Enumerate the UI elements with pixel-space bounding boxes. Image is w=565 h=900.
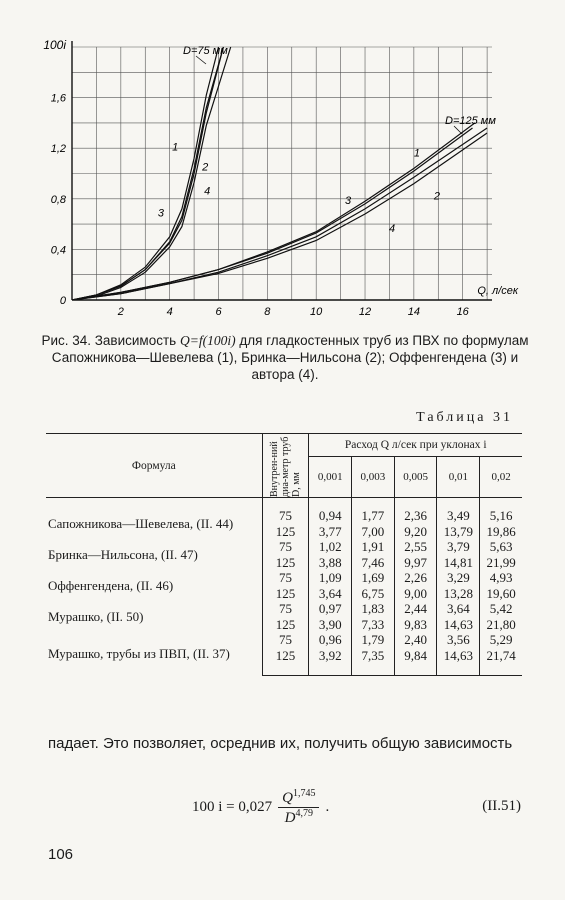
diameter-cell: 125 <box>262 617 309 633</box>
equation-numerator: Q$^{1,745}$ <box>278 788 319 808</box>
flow-cell: 2,36 <box>394 508 437 524</box>
flow-cell: 5,29 <box>480 632 522 648</box>
flow-cell: 1,83 <box>352 601 395 617</box>
flow-cell: 9,97 <box>394 555 437 571</box>
series-label: 1 <box>413 147 420 160</box>
flow-cell: 1,69 <box>352 570 395 586</box>
x-tick-label: 14 <box>407 306 420 318</box>
flow-cell: 3,49 <box>437 508 480 524</box>
header-slope: 0,001 <box>309 457 352 498</box>
equation-tail: . <box>325 799 330 815</box>
formula-name: Сапожникова—Шевелева, (II. 44) <box>48 515 234 531</box>
flow-cell: 13,79 <box>437 524 480 540</box>
series-label: 4 <box>204 185 211 198</box>
flow-cell: 6,75 <box>352 586 395 602</box>
x-tick-label: 12 <box>358 306 372 318</box>
formula-name: Оффенгендена, (II. 46) <box>48 577 174 593</box>
flow-cell: 3,64 <box>309 586 352 602</box>
series-label: 1 <box>172 141 179 154</box>
flow-cell: 9,20 <box>394 524 437 540</box>
table-title: Таблица 31 <box>416 410 513 425</box>
flow-cell: 14,63 <box>437 617 480 633</box>
flow-cell: 0,96 <box>309 632 352 648</box>
table-row <box>46 632 522 648</box>
formula-name: Мурашко, (II. 50) <box>48 608 144 624</box>
equation-denominator: D$^{4,79}$ <box>284 808 313 826</box>
flow-cell: 2,40 <box>394 632 437 648</box>
x-axis-label: Q, л/сек <box>477 285 519 297</box>
table-row <box>46 539 522 555</box>
flow-cell: 7,46 <box>352 555 395 571</box>
x-tick-label: 10 <box>310 306 323 318</box>
x-tick-label: 16 <box>456 306 469 318</box>
diameter-cell: 125 <box>262 555 309 571</box>
flow-cell: 9,84 <box>394 648 437 676</box>
group-label-leader <box>196 56 206 64</box>
flow-cell: 7,33 <box>352 617 395 633</box>
flow-cell: 0,94 <box>309 508 352 524</box>
x-tick-label: 8 <box>264 306 271 318</box>
series-line-3 <box>72 128 473 300</box>
flow-cell: 9,00 <box>394 586 437 602</box>
formula-name: Мурашко, трубы из ПВП, (II. 37) <box>48 646 230 661</box>
diameter-cell: 75 <box>262 632 309 648</box>
equation-number: (II.51) <box>482 798 521 814</box>
flow-cell: 7,35 <box>352 648 395 676</box>
x-tick-label: 6 <box>215 306 222 318</box>
caption-formula: Q=f(100i) <box>179 333 236 348</box>
figure-chart <box>0 0 565 330</box>
flow-cell: 3,64 <box>437 601 480 617</box>
formula-name: Бринка—Нильсона, (II. 47) <box>48 546 198 562</box>
flow-cell: 1,79 <box>352 632 395 648</box>
series-label: 2 <box>202 161 209 174</box>
flow-cell: 14,63 <box>437 648 480 676</box>
table-row <box>46 601 522 617</box>
diameter-cell: 125 <box>262 586 309 602</box>
y-tick-label: 1,2 <box>50 143 66 156</box>
flow-cell: 3,92 <box>309 648 352 676</box>
group-label-125: D=125 мм <box>445 115 496 127</box>
flow-cell: 19,60 <box>480 586 522 602</box>
flow-cell: 7,00 <box>352 524 395 540</box>
header-diameter <box>262 434 309 498</box>
table-row <box>46 508 522 524</box>
y-tick-label: 0 <box>59 295 66 307</box>
flow-cell: 19,86 <box>480 524 522 540</box>
x-tick-label: 4 <box>166 306 173 318</box>
caption-prefix: Рис. 34. Зависимость <box>41 333 177 348</box>
flow-cell: 3,56 <box>437 632 480 648</box>
flow-cell: 3,88 <box>309 555 352 571</box>
flow-cell: 4,93 <box>480 570 522 586</box>
flow-cell: 2,44 <box>394 601 437 617</box>
table-row <box>46 570 522 586</box>
header-formula: Формула <box>46 434 262 498</box>
flow-cell: 13,28 <box>437 586 480 602</box>
flow-cell: 1,91 <box>352 539 395 555</box>
y-axis-label: 100i <box>43 38 66 52</box>
header-slope: 0,02 <box>480 457 522 498</box>
data-table <box>46 433 522 676</box>
equation-lhs: 100 i = 0,027 <box>192 799 273 815</box>
flow-cell: 1,77 <box>352 508 395 524</box>
page-number: 106 <box>48 846 74 863</box>
group-label-75: D=75 мм <box>183 45 228 57</box>
flow-cell: 2,26 <box>394 570 437 586</box>
diameter-cell: 125 <box>262 524 309 540</box>
equation <box>192 788 329 827</box>
diameter-cell: 75 <box>262 601 309 617</box>
header-slope: 0,01 <box>437 457 480 498</box>
header-diameter-text: Внутрен-ний диа-метр труб D, мм <box>269 436 302 497</box>
flow-cell: 0,97 <box>309 601 352 617</box>
figure-caption <box>30 332 540 383</box>
flow-cell: 14,81 <box>437 555 480 571</box>
flow-cell: 5,16 <box>480 508 522 524</box>
series-label: 3 <box>345 194 352 207</box>
equation-fraction <box>278 788 319 827</box>
header-slope: 0,003 <box>352 457 395 498</box>
flow-cell: 21,74 <box>480 648 522 676</box>
flow-cell: 21,80 <box>480 617 522 633</box>
x-tick-label: 2 <box>117 306 124 318</box>
y-tick-label: 0,8 <box>50 193 66 206</box>
diameter-cell: 75 <box>262 539 309 555</box>
flow-cell: 1,09 <box>309 570 352 586</box>
header-flow: Расход Q л/сек при уклонах i <box>309 434 522 457</box>
flow-cell: 5,63 <box>480 539 522 555</box>
flow-cell: 3,29 <box>437 570 480 586</box>
flow-cell: 3,77 <box>309 524 352 540</box>
flow-cell: 5,42 <box>480 601 522 617</box>
diameter-cell: 125 <box>262 648 309 676</box>
flow-cell: 3,90 <box>309 617 352 633</box>
series-label: 3 <box>157 207 165 220</box>
flow-cell: 9,83 <box>394 617 437 633</box>
flow-cell: 3,79 <box>437 539 480 555</box>
flow-cell: 1,02 <box>309 539 352 555</box>
body-paragraph: падает. Это позволяет, осреднив их, получить общую зависимость <box>48 735 513 752</box>
flow-cell: 2,55 <box>394 539 437 555</box>
series-label: 2 <box>433 190 440 203</box>
caption-text: для гладкостенных труб из ПВХ по формулам Сапожникова—Шевелева (1), Бринка—Нильсона (2); Оффенгендена (3) и автора (4). <box>51 333 529 382</box>
y-tick-label: 1,6 <box>50 92 66 105</box>
y-tick-label: 0,4 <box>50 244 66 257</box>
series-line-2 <box>72 128 487 300</box>
diameter-cell: 75 <box>262 570 309 586</box>
series-label: 4 <box>389 222 396 235</box>
group-label-leader <box>454 126 462 134</box>
diameter-cell: 75 <box>262 508 309 524</box>
flow-cell: 21,99 <box>480 555 522 571</box>
header-slope: 0,005 <box>394 457 437 498</box>
